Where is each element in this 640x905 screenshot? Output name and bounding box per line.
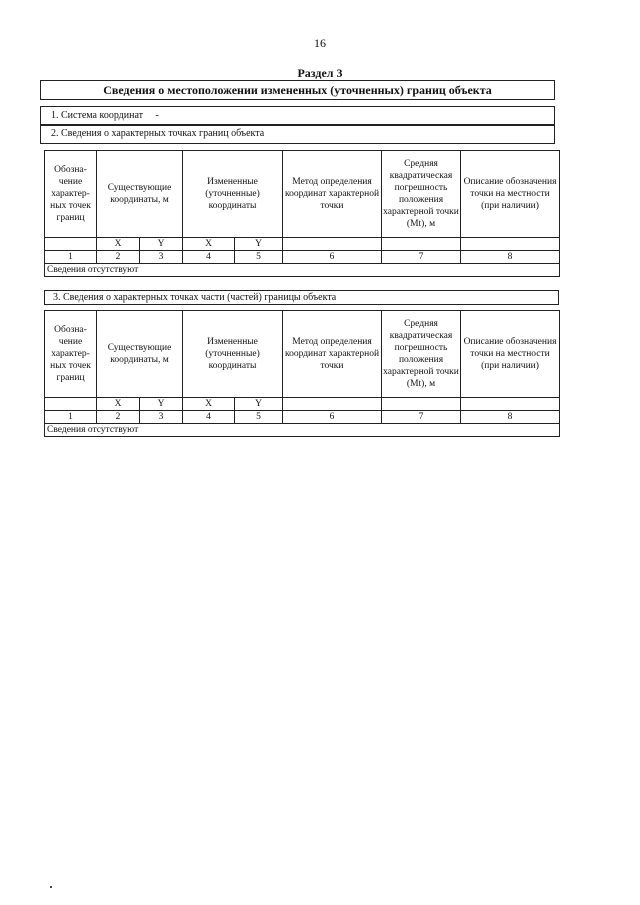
document-title: Сведения о местоположении измененных (уточненных) границ объекта [40, 80, 555, 100]
table2-colnum: 7 [382, 411, 461, 424]
table1-sub-empty [283, 238, 382, 251]
table2-sub-empty [283, 398, 382, 411]
section-heading: Раздел 3 [297, 66, 343, 80]
table2-colnum: 3 [140, 411, 183, 424]
table2-sub-y: Y [140, 398, 183, 411]
table2-header-method: Метод определения координат характерной точки [283, 311, 382, 398]
coordinate-system-label: 1. Система координат [51, 110, 144, 121]
table1-sub-x: X [97, 238, 140, 251]
table2-caption: 3. Сведения о характерных точках части (частей) границы объекта [44, 290, 559, 305]
table1-header-method: Метод определения координат характерной точки [283, 151, 382, 238]
table1-header-changed-coords: Измененные (уточненные) координаты [183, 151, 283, 238]
table1-sub-x2: X [183, 238, 235, 251]
table1-sub-empty [382, 238, 461, 251]
table1-absent-note: Сведения отсутствуют [45, 264, 560, 277]
table2-subheader-row [45, 398, 560, 411]
table2-colnum: 6 [283, 411, 382, 424]
table1-colnum: 8 [461, 251, 560, 264]
table2-sub-empty [382, 398, 461, 411]
table2-colnum: 5 [235, 411, 283, 424]
table2-header-description: Описание обозначения точки на местности (при наличии) [461, 311, 560, 398]
table1-sub-empty [45, 238, 97, 251]
table1-subheader-row [45, 238, 560, 251]
table2-colnum: 8 [461, 411, 560, 424]
table2-sub-x: X [97, 398, 140, 411]
table1-colnum: 3 [140, 251, 183, 264]
page-number: 16 [314, 36, 326, 50]
table2-colnum: 2 [97, 411, 140, 424]
table1-colnum: 6 [283, 251, 382, 264]
table1-colnum: 2 [97, 251, 140, 264]
table1-colnum: 7 [382, 251, 461, 264]
table1-colnum: 4 [183, 251, 235, 264]
table2-colnum: 4 [183, 411, 235, 424]
table2-sub-empty [461, 398, 560, 411]
table1-header-row [45, 151, 560, 238]
table1-sub-empty [461, 238, 560, 251]
table2-header-changed-coords: Измененные (уточненные) координаты [183, 311, 283, 398]
coordinate-system-value: - [155, 110, 159, 121]
table2-sub-x2: X [183, 398, 235, 411]
scan-speck [50, 886, 52, 888]
table2-colnum: 1 [45, 411, 97, 424]
table1-sub-y: Y [140, 238, 183, 251]
table2-sub-empty [45, 398, 97, 411]
table2-header-existing-coords: Существующие координаты, м [97, 311, 183, 398]
table1-colnum: 1 [45, 251, 97, 264]
table2-header-row [45, 311, 560, 398]
table1-header-error: Средняя квадратическая погрешность положения характерной точки (Mt), м [382, 151, 461, 238]
table1 [44, 150, 560, 277]
table1-header-point: Обозна-чение характер-ных точек границ [45, 151, 97, 238]
table1-header-existing-coords: Существующие координаты, м [97, 151, 183, 238]
table2-absent-row [45, 424, 560, 437]
table1-absent-row [45, 264, 560, 277]
table1-colnum: 5 [235, 251, 283, 264]
table2-header-point: Обозна-чение характер-ных точек границ [45, 311, 97, 398]
coordinate-system-row [40, 106, 555, 126]
table2-header-error: Средняя квадратическая погрешность положения характерной точки (Mt), м [382, 311, 461, 398]
table1-sub-y2: Y [235, 238, 283, 251]
table1-caption: 2. Сведения о характерных точках границ объекта [40, 124, 555, 144]
table2-absent-note: Сведения отсутствуют [45, 424, 560, 437]
table2-numbers-row [45, 411, 560, 424]
table1-header-description: Описание обозначения точки на местности (при наличии) [461, 151, 560, 238]
table2 [44, 310, 560, 437]
table1-numbers-row [45, 251, 560, 264]
table2-sub-y2: Y [235, 398, 283, 411]
